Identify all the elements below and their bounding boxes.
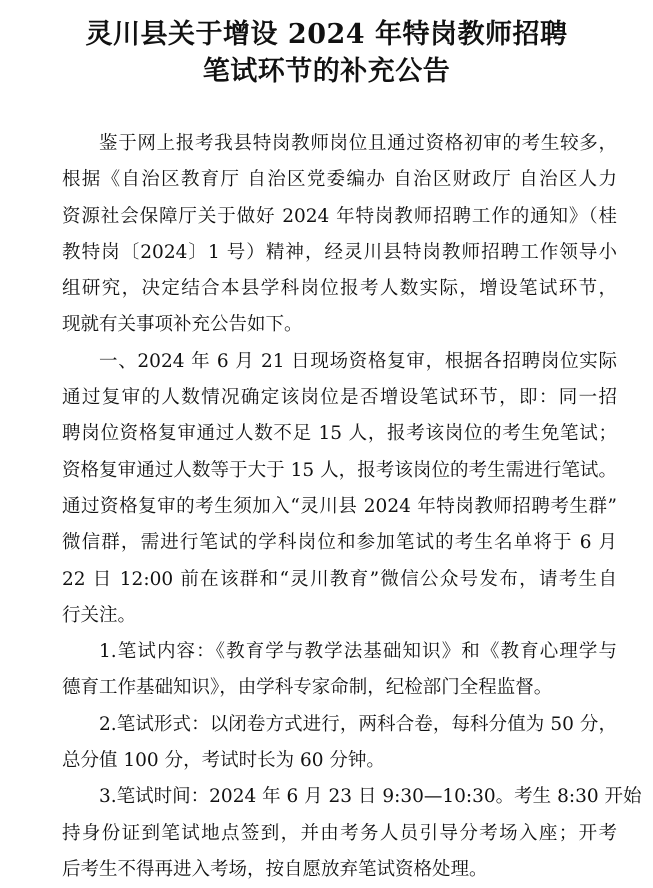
body-line: 总分值 100 分，考试时长为 60 分钟。 [62, 750, 385, 772]
body-line: 德育工作基础知识》，由学科专家命制，纪检部门全程监督。 [62, 677, 553, 699]
body-line: 持身份证到笔试地点签到，并由考务人员引导分考场入座；开考 [62, 822, 617, 844]
body-line: 现就有关事项补充公告如下。 [62, 314, 303, 336]
document-title-line-1: 灵川县关于增设 2024 年特岗教师招聘 [85, 19, 568, 50]
body-line: 通过资格复审的考生须加入“灵川县 2024 年特岗教师招聘考生群” [62, 495, 617, 517]
body-line: 教特岗〔2024〕1 号）精神，经灵川县特岗教师招聘工作领导小 [62, 241, 617, 263]
body-line: 2.笔试形式：以闭卷方式进行，两科合卷，每科分值为 50 分， [99, 713, 617, 735]
document-title-line-2: 笔试环节的补充公告 [202, 56, 451, 87]
body-line: 1.笔试内容：《教育学与教学法基础知识》和《教育心理学与 [99, 641, 617, 663]
body-line: 后考生不得再进入考场，按自愿放弃笔试资格处理。 [62, 858, 488, 880]
body-line: 根据《自治区教育厅 自治区党委编办 自治区财政厅 自治区人力 [62, 169, 617, 191]
body-line: 一、2024 年 6 月 21 日现场资格复审，根据各招聘岗位实际 [99, 350, 617, 372]
document-body [62, 126, 642, 888]
body-line: 组研究，决定结合本县学科岗位报考人数实际，增设笔试环节， [62, 278, 617, 300]
body-line: 22 日 12:00 前在该群和“灵川教育”微信公众号发布，请考生自 [62, 568, 617, 590]
body-line: 资源社会保障厅关于做好 2024 年特岗教师招聘工作的通知》（桂 [62, 205, 617, 227]
body-line: 微信群，需进行笔试的学科岗位和参加笔试的考生名单将于 6 月 [62, 532, 617, 554]
body-line: 3.笔试时间：2024 年 6 月 23 日 9:30—10:30。考生 8:30 开始 [99, 786, 642, 808]
body-line: 通过复审的人数情况确定该岗位是否增设笔试环节，即：同一招 [62, 387, 617, 409]
body-line: 聘岗位资格复审通过人数不足 15 人，报考该岗位的考生免笔试； [62, 423, 617, 445]
body-line: 行关注。 [62, 604, 137, 626]
body-line: 鉴于网上报考我县特岗教师岗位且通过资格初审的考生较多， [99, 133, 617, 154]
body-line: 资格复审通过人数等于大于 15 人，报考该岗位的考生需进行笔试。 [62, 459, 617, 481]
